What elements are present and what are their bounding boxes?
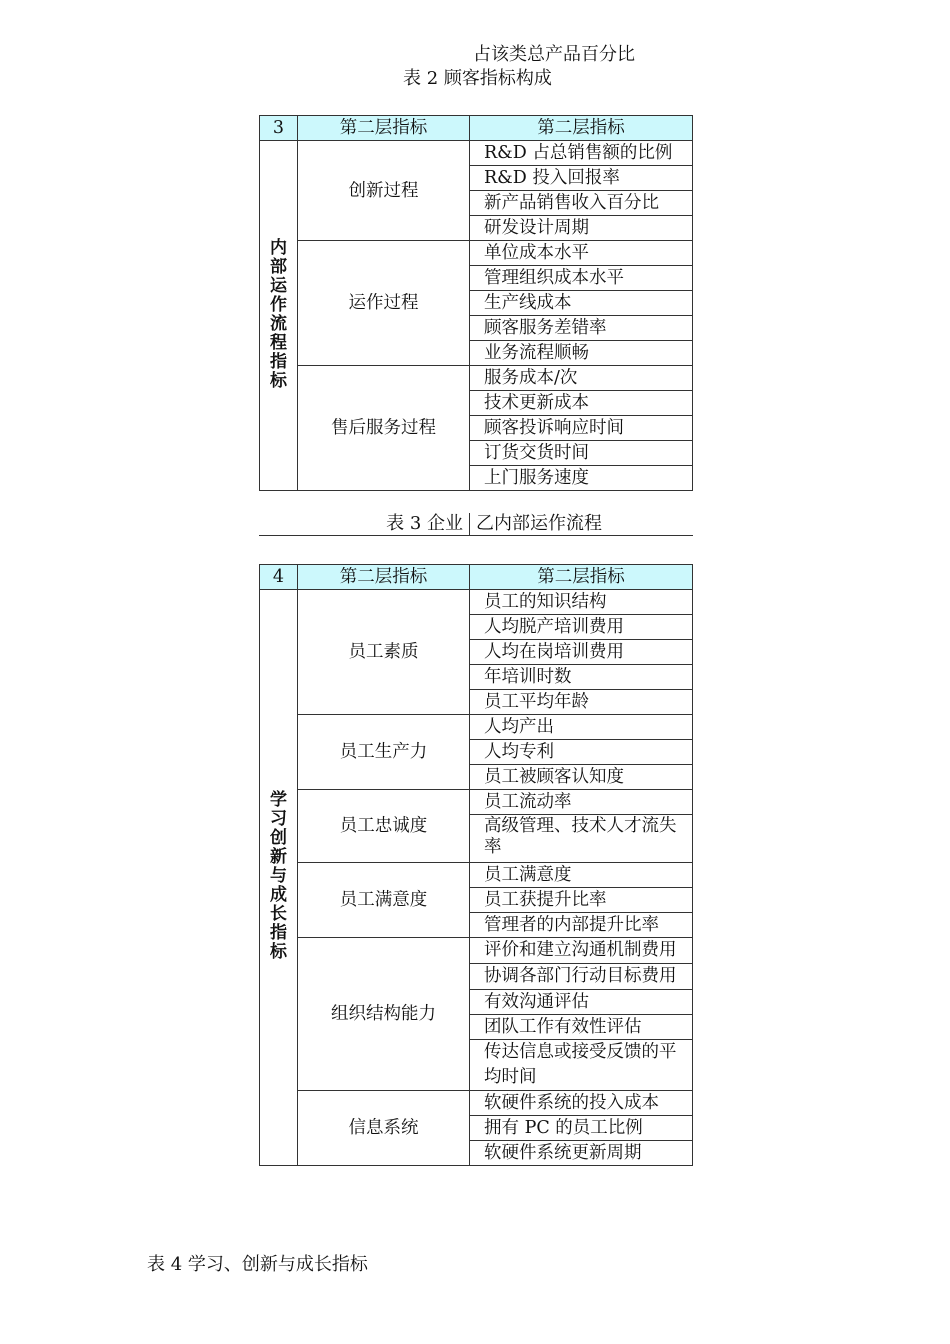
table4-item: 评价和建立沟通机制费用 — [470, 938, 693, 964]
table3-item: R&D 占总销售额的比例 — [470, 141, 693, 166]
table3-item: 顾客服务差错率 — [470, 316, 693, 341]
table3-item: 单位成本水平 — [470, 241, 693, 266]
table3-header-number: 3 — [260, 116, 298, 141]
table3-item: 顾客投诉响应时间 — [470, 416, 693, 441]
table4-item: 人均在岗培训费用 — [470, 640, 693, 665]
table3-item: R&D 投入回报率 — [470, 166, 693, 191]
table3-item: 生产线成本 — [470, 291, 693, 316]
table4-item: 软硬件系统的投入成本 — [470, 1091, 693, 1116]
table4-item: 软硬件系统更新周期 — [470, 1141, 693, 1166]
table3-item: 研发设计周期 — [470, 216, 693, 241]
table3-item: 服务成本/次 — [470, 366, 693, 391]
table4-header-row — [260, 565, 693, 590]
table4-item: 员工的知识结构 — [470, 590, 693, 615]
table4-item: 人均专利 — [470, 740, 693, 765]
table3-item: 订货交货时间 — [470, 441, 693, 466]
table4-header-number: 4 — [260, 565, 298, 590]
table4-category-cell — [260, 590, 298, 1166]
table4-item: 高级管理、技术人才流失率 — [470, 815, 693, 863]
table3-header-level2: 第二层指标 — [298, 116, 470, 141]
table4-item: 团队工作有效性评估 — [470, 1015, 693, 1040]
table-row — [260, 1091, 693, 1116]
table4-item: 人均脱产培训费用 — [470, 615, 693, 640]
table4-group-productivity: 员工生产力 — [298, 715, 470, 790]
table-row — [260, 938, 693, 964]
table4-item: 传达信息或接受反馈的平均时间 — [470, 1040, 693, 1091]
table3-caption-left: 表 3 企业 — [386, 513, 463, 534]
table-row — [260, 590, 693, 615]
table3-item: 上门服务速度 — [470, 466, 693, 491]
table3-caption-row — [259, 513, 693, 536]
table3-caption-left-cell — [259, 513, 470, 535]
table3-group-operation: 运作过程 — [298, 241, 470, 366]
table-row — [260, 366, 693, 391]
table4-caption: 表 4 学习、创新与成长指标 — [147, 1254, 368, 1275]
table4-header-level2: 第二层指标 — [298, 565, 470, 590]
table4-item: 人均产出 — [470, 715, 693, 740]
table4-group-organization: 组织结构能力 — [298, 938, 470, 1091]
table3-header-row — [260, 116, 693, 141]
table3-group-after-sales: 售后服务过程 — [298, 366, 470, 491]
table2-caption: 表 2 顾客指标构成 — [403, 68, 552, 89]
table4-item: 有效沟通评估 — [470, 990, 693, 1015]
table4-group-information-system: 信息系统 — [298, 1091, 470, 1166]
table3-item: 技术更新成本 — [470, 391, 693, 416]
table4-header-level2-items: 第二层指标 — [470, 565, 693, 590]
table4-item: 员工平均年龄 — [470, 690, 693, 715]
table4-item: 协调各部门行动目标费用 — [470, 964, 693, 990]
table4-category-label: 学习创新与成长指标 — [270, 790, 287, 962]
table3-category-label: 内部运作流程指标 — [270, 237, 287, 391]
table-row — [260, 241, 693, 266]
table3-item: 管理组织成本水平 — [470, 266, 693, 291]
table3-item: 业务流程顺畅 — [470, 341, 693, 366]
table4-item: 员工获提升比率 — [470, 888, 693, 913]
table-row — [260, 790, 693, 815]
table3-caption-right: 乙内部运作流程 — [476, 513, 602, 534]
table4-item: 管理者的内部提升比率 — [470, 913, 693, 938]
table4-group-satisfaction: 员工满意度 — [298, 863, 470, 938]
top-text-line: 占该类总产品百分比 — [473, 44, 635, 65]
table-row — [260, 141, 693, 166]
table4-item: 拥有 PC 的员工比例 — [470, 1116, 693, 1141]
table3-group-innovation: 创新过程 — [298, 141, 470, 241]
table4-group-loyalty: 员工忠诚度 — [298, 790, 470, 863]
internal-process-table — [259, 115, 693, 491]
table4-group-quality: 员工素质 — [298, 590, 470, 715]
table3-item: 新产品销售收入百分比 — [470, 191, 693, 216]
table-row — [260, 863, 693, 888]
table4-item: 年培训时数 — [470, 665, 693, 690]
table4-item: 员工被顾客认知度 — [470, 765, 693, 790]
table-row — [260, 715, 693, 740]
table3-header-level2-items: 第二层指标 — [470, 116, 693, 141]
table3-category-cell — [260, 141, 298, 491]
learning-growth-table — [259, 564, 693, 1166]
table4-item: 员工流动率 — [470, 790, 693, 815]
table4-item: 员工满意度 — [470, 863, 693, 888]
